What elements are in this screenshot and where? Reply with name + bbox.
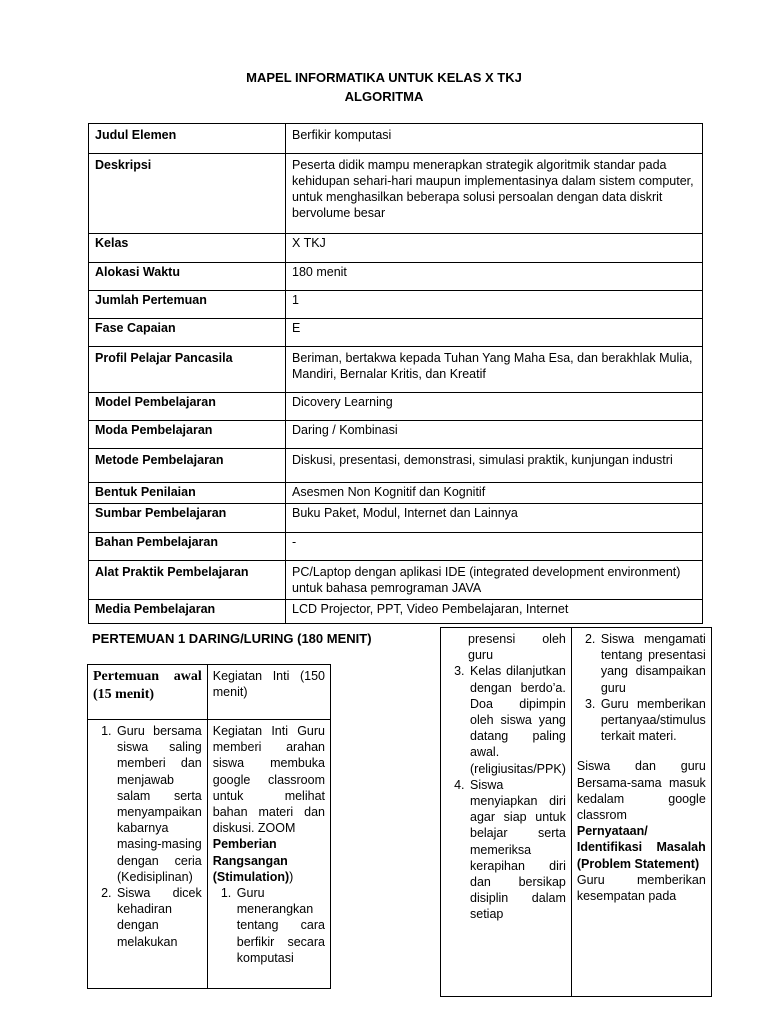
info-label: Profil Pelajar Pancasila [89,347,286,393]
col-kegiatan-inti [207,720,330,989]
table-row [89,347,703,393]
info-value: Beriman, bertakwa kepada Tuhan Yang Maha Esa, dan berakhlak Mulia, Mandiri, Bernalar Kritis, dan Kreatif [286,347,703,393]
table-row [89,291,703,319]
info-label: Model Pembelajaran [89,393,286,421]
info-value: - [286,533,703,561]
kegiatan-inti-intro: Kegiatan Inti Guru memberi arahan siswa membuka google classroom untuk melihat bahan materi dan diskusi. ZOOM [212,724,325,836]
list-item: 3. Kelas dilanjutkan dengan berdo’a. Doa dipimpin oleh siswa yang datang paling awal. (religiusitas/PPK) [468,663,566,776]
info-value: 1 [286,291,703,319]
info-value: Buku Paket, Modul, Internet dan Lainnya [286,504,703,533]
info-value: Peserta didik mampu menerapkan strategik algoritmik standar pada kehidupan sehari-hari maupun implementasinya dalam sistem computer, untuk menghasilkan beberapa solusi persoalan dengan data diskrit bervolume besar [286,154,703,234]
schedule-table-right [440,627,712,997]
info-label: Kelas [89,234,286,263]
col-kegiatan-inti-cont [571,628,711,997]
kegiatan-inti-list [213,885,325,966]
kegiatan-inti-list-cont [577,631,706,744]
table-row [89,393,703,421]
info-label: Metode Pembelajaran [89,449,286,483]
info-label: Sumbar Pembelajaran [89,504,286,533]
info-value: Berfikir komputasi [286,124,703,154]
list-item: 1. Guru menerangkan tentang cara berfikir secara komputasi [235,885,325,966]
table-row [89,533,703,561]
table-row [89,421,703,449]
presensi-text: presensi oleh guru [468,632,566,663]
info-label: Deskripsi [89,154,286,234]
problem-statement-heading: Pernyataan/ Identifikasi Masalah (Problem Statement) [576,824,706,871]
head-pertemuan-awal: Pertemuan awal (15 menit) [88,665,208,720]
list-item: 2. Siswa mengamati tentang presentasi yang disampaikan guru [599,631,706,696]
info-value: PC/Laptop dengan aplikasi IDE (integrated development environment) untuk bahasa pemrograman JAVA [286,561,703,600]
document-title: MAPEL INFORMATIKA UNTUK KELAS X TKJ [246,70,522,85]
info-value: Asesmen Non Kognitif dan Kognitif [286,483,703,504]
table-row [89,234,703,263]
table-row [441,628,712,997]
info-value: Dicovery Learning [286,393,703,421]
list-item: 2. Siswa dicek kehadiran dengan melakukan [115,885,202,950]
table-row [89,483,703,504]
info-value: LCD Projector, PPT, Video Pembelajaran, Internet [286,600,703,624]
info-value: E [286,319,703,347]
info-value: X TKJ [286,234,703,263]
head-kegiatan-inti: Kegiatan Inti (150 menit) [207,665,330,720]
table-row [89,600,703,624]
info-label: Alokasi Waktu [89,263,286,291]
info-label: Bentuk Penilaian [89,483,286,504]
col-pertemuan-awal-cont [441,628,572,997]
stimulation-heading-close: ) [289,869,294,884]
pertemuan-awal-list-cont [446,663,566,922]
list-item: 3. Guru memberikan pertanyaa/stimulus terkait materi. [599,696,706,745]
table-row [89,504,703,533]
info-label: Alat Praktik Pembelajaran [89,561,286,600]
table-row [89,263,703,291]
info-label: Judul Elemen [89,124,286,154]
table-row [88,720,331,989]
table-row [89,154,703,234]
table-row [89,124,703,154]
info-value: Daring / Kombinasi [286,421,703,449]
info-label: Moda Pembelajaran [89,421,286,449]
info-label: Fase Capaian [89,319,286,347]
document-subtitle: ALGORITMA [344,89,424,104]
section-heading: PERTEMUAN 1 DARING/LURING (180 MENIT) [92,631,372,646]
table-row [89,449,703,483]
list-item: 4. Siswa menyiapkan diri agar siap untuk belajar serta memeriksa kerapihan diri dan bersikap disiplin dalam setiap [468,777,566,923]
info-label: Bahan Pembelajaran [89,533,286,561]
col-pertemuan-awal [88,720,208,989]
list-item: 1. Guru bersama siswa saling memberi dan menjawab salam serta menyampaikan kabarnya masing-masing dengan ceria (Kedisiplinan) [115,723,202,885]
problem-statement-text: Guru memberikan kesempatan pada [576,872,706,904]
table-row [88,665,331,720]
info-label: Jumlah Pertemuan [89,291,286,319]
pertemuan-awal-list [93,723,202,950]
table-row [89,561,703,600]
schedule-table-left [87,664,331,989]
info-value: 180 menit [286,263,703,291]
info-label: Media Pembelajaran [89,600,286,624]
info-value: Diskusi, presentasi, demonstrasi, simulasi praktik, kunjungan industri [286,449,703,483]
stimulation-heading: Pemberian Rangsangan (Stimulation) [212,837,290,884]
table-row [89,319,703,347]
info-table [88,123,703,624]
google-classroom-text: Siswa dan guru Bersama-sama masuk kedalam google classrom [576,759,706,823]
